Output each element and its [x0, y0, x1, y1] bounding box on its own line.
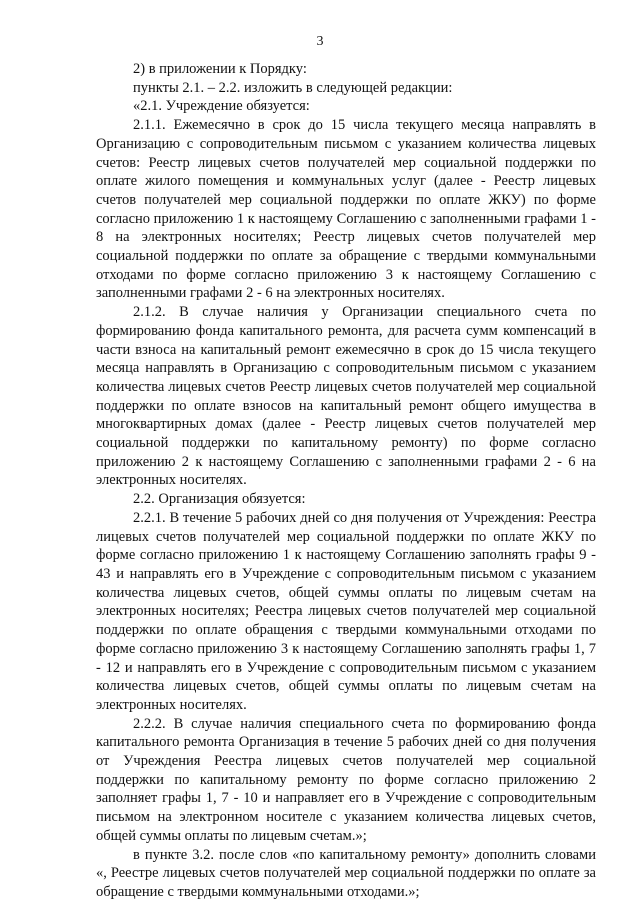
paragraph-2-1-2: 2.1.2. В случае наличия у Организации специального счета по формированию фонда капитального ремонта, для расчета сумм компенсаций в части взноса на капитальный ремонт ежемесячно в срок до 15 числа текущего месяца направлять в Организацию с сопроводительным письмом с указанием количества лицевых счетов Реестр лицевых счетов получателей мер социальной поддержки по оплате взносов на капитальный ремонт общего имущества в многоквартирных домах (далее - Реестр лицевых счетов получателей мер социальной поддержки по капитальному ремонту) по форме согласно приложению 2 к настоящему Соглашению с заполненными графами 2 - 6 на электронных носителях. — [96, 304, 596, 489]
document-body — [96, 60, 596, 902]
paragraph-2-1-1: 2.1.1. Ежемесячно в срок до 15 числа текущего месяца направлять в Организацию с сопроводительным письмом с указанием количества лицевых счетов: Реестр лицевых счетов получателей мер социальной поддержки по оплате жилого помещения и коммунальных услуг (далее - Реестр лицевых счетов получателей мер социальной поддержки по оплате ЖКУ) по форме согласно приложению 1 к настоящему Соглашению с заполненными графами 1 - 8 на электронных носителях; Реестр лицевых счетов получателей мер социальной поддержки по оплате за обращение с твердыми коммунальными отходами по форме согласно приложению 3 к настоящему Соглашению с заполненными графами 2 - 6 на электронных носителях. — [96, 117, 596, 302]
paragraph-2-1-heading: «2.1. Учреждение обязуется: — [133, 98, 310, 115]
page-number: 3 — [316, 34, 324, 49]
paragraph-point-3-2: в пункте 3.2. после слов «по капитальному ремонту» дополнить словами «, Реестре лицевых счетов получателей мер социальной поддержки по оплате за обращение с твердыми коммунальными отходами.»; — [96, 846, 596, 900]
paragraph-points-edit: пункты 2.1. – 2.2. изложить в следующей редакции: — [133, 79, 453, 96]
paragraph-appendix-intro: 2) в приложении к Порядку: — [133, 61, 307, 77]
paragraph-2-2-1: 2.2.1. В течение 5 рабочих дней со дня получения от Учреждения: Реестра лицевых счетов получателей мер социальной поддержки по оплате ЖКУ по форме согласно приложению 1 к настоящему Соглашению заполнять графы 9 - 43 и направлять его в Учреждение с сопроводительным письмом с указанием количества лицевых счетов, общей суммы оплаты по лицевым счетам на электронных носителях; Реестра лицевых счетов получателей мер социальной поддержки по оплате обращения с твердыми коммунальными отходами по форме согласно приложению 3 к настоящему Соглашению заполнять графы 1, 7 - 12 и направлять его в Учреждение с сопроводительным письмом с указанием количества лицевых счетов, общей суммы оплаты по лицевым счетам на электронных носителях. — [96, 509, 596, 713]
paragraph-2-2-2: 2.2.2. В случае наличия специального счета по формированию фонда капитального ремонта Организация в течение 5 рабочих дней со дня получения от Учреждения Реестра лицевых счетов получателей мер социальной поддержки по капитальному ремонту по форме согласно приложению 2 заполняет графы 1, 7 - 10 и направляет его в Учреждение с сопроводительным письмом на электронном носителе с указанием количества лицевых счетов, общей суммы оплаты по лицевым счетам.»; — [96, 715, 596, 844]
paragraph-2-2-heading: 2.2. Организация обязуется: — [133, 491, 306, 508]
